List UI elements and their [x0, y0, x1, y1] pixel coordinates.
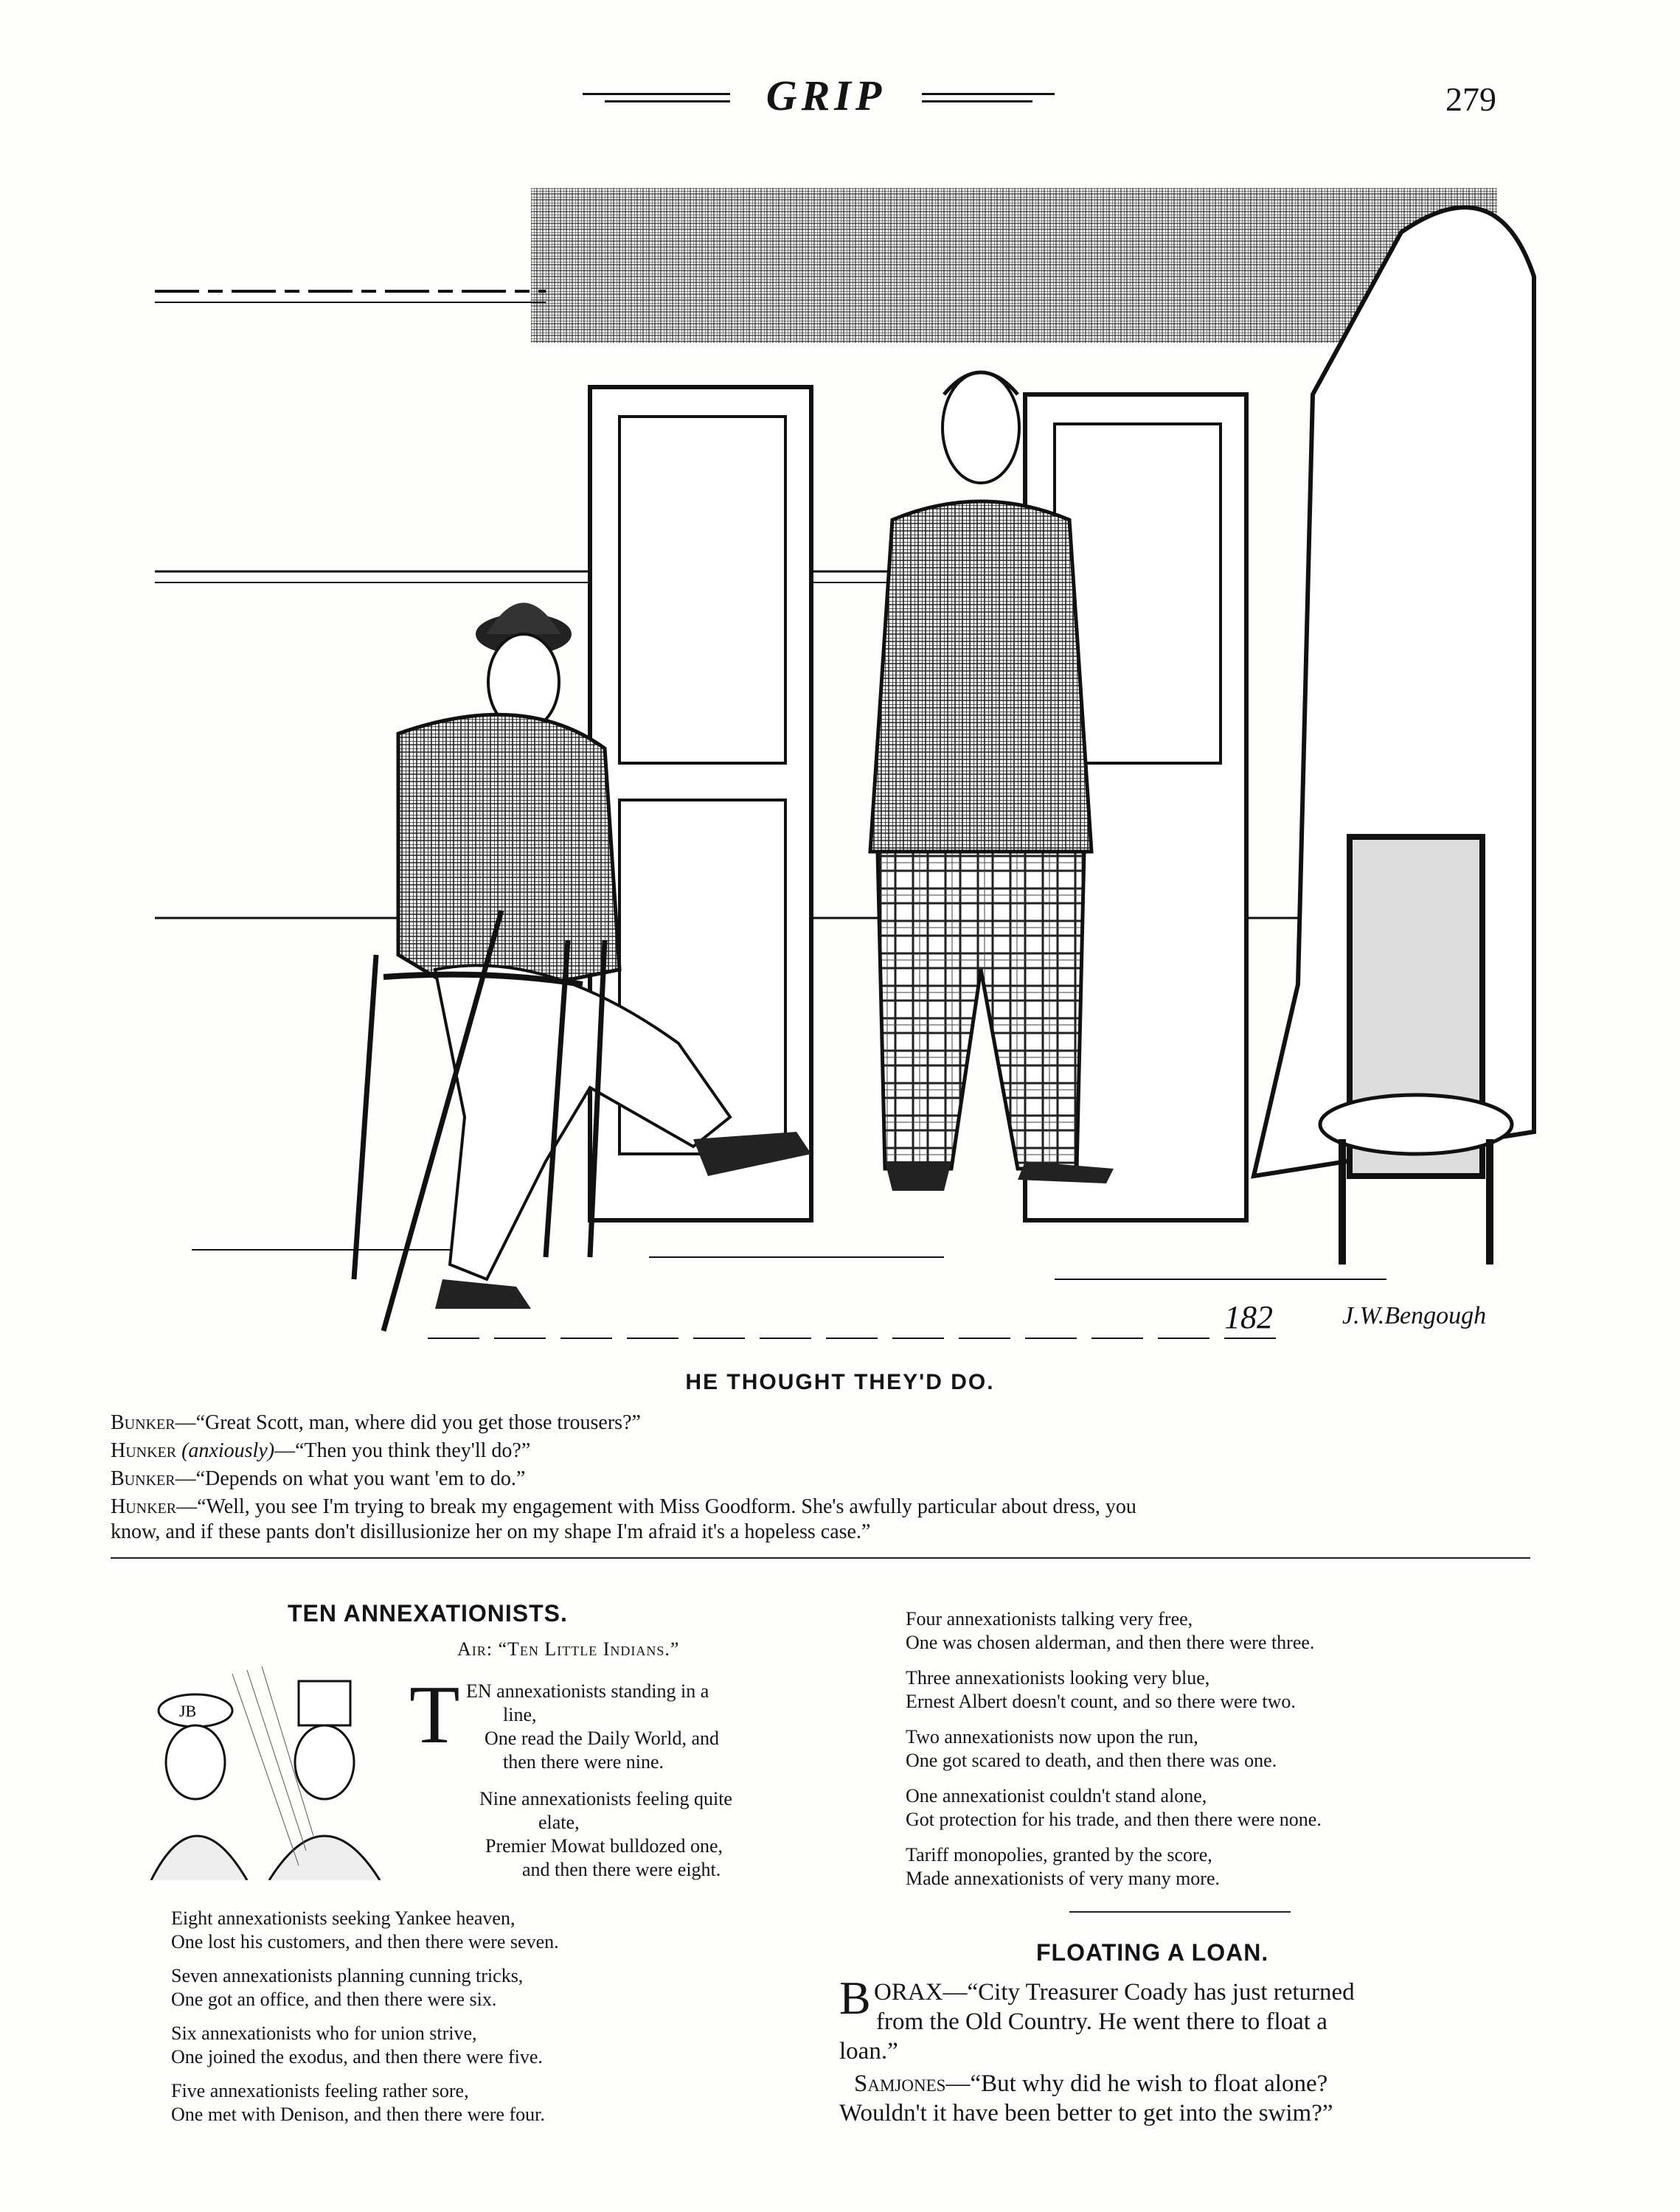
loan-borax-line-1	[874, 1978, 1523, 2007]
svg-text:JB: JB	[179, 1702, 197, 1720]
plate-number: 182	[1224, 1299, 1273, 1335]
poem-line: Premier Mowat bulldozed one,	[485, 1835, 723, 1857]
artist-signature: J.W.Bengough	[1342, 1302, 1487, 1329]
poem-stanza-6	[171, 2079, 835, 2126]
loan-borax-line-2: from the Old Country. He went there to float a	[876, 2008, 1327, 2035]
poem-line: One read the Daily World, and	[485, 1728, 719, 1749]
poem-line: Nine annexationists feeling quite	[479, 1788, 732, 1809]
loan-text: “But why did he wish to float alone?	[970, 2070, 1328, 2097]
poem-line: Six annexationists who for union strive,	[171, 2023, 477, 2044]
masthead-rule-right-2	[922, 100, 1032, 102]
poem-line: Five annexationists feeling rather sore,	[171, 2080, 469, 2101]
poem-line: line,	[503, 1704, 537, 1725]
loan-text: “City Treasurer Coady has just returned	[967, 1979, 1355, 2006]
poem-line: then there were nine.	[503, 1751, 664, 1773]
dialog-text: “Depends on what you want 'em to do.”	[195, 1467, 526, 1490]
dialog-line-4-continuation: know, and if these pants don't disillusionize her on my shape I'm afraid it's a hopeless case.”	[111, 1520, 871, 1543]
cartoon-title: HE THOUGHT THEY'D DO.	[685, 1370, 995, 1394]
poem-stanza-5	[171, 2022, 835, 2069]
page-number: 279	[1445, 80, 1496, 118]
dialog-text: —“Then you think they'll do?”	[274, 1439, 531, 1462]
annexationists-vignette-drawing	[122, 1659, 417, 1880]
poem-stanza-10	[906, 1784, 1510, 1832]
poem-line: One joined the exodus, and then there were five.	[171, 2046, 543, 2067]
section-divider	[111, 1557, 1530, 1559]
dialog-text: “Great Scott, man, where did you get those trousers?”	[195, 1411, 641, 1434]
poem-line: EN annexationists standing in a	[466, 1680, 709, 1702]
poem-line: One lost his customers, and then there were seven.	[171, 1931, 559, 1952]
poem-line: One got an office, and then there were six.	[171, 1989, 497, 2010]
poem-line: Made annexationists of very many more.	[906, 1868, 1220, 1889]
poem-line: elate,	[538, 1812, 580, 1833]
poem-line: and then there were eight.	[522, 1859, 721, 1880]
poem-stanza-8	[906, 1666, 1510, 1714]
poem-line: Eight annexationists seeking Yankee heaven,	[171, 1907, 516, 1929]
poem-line: One met with Denison, and then there were four.	[171, 2104, 545, 2125]
poem-title: TEN ANNEXATIONISTS.	[288, 1600, 568, 1627]
poem-vignette	[122, 1659, 417, 1880]
dialog-aside: (anxiously)	[181, 1439, 275, 1462]
loan-title: FLOATING A LOAN.	[1036, 1939, 1269, 1966]
poem-stanza-9	[906, 1725, 1510, 1773]
masthead-rule-left	[583, 93, 730, 95]
poem-stanza-1	[466, 1680, 805, 1774]
dialog-line-3	[111, 1466, 1527, 1492]
loan-samjones-line-1	[854, 2069, 1518, 2098]
poem-stanza-3	[171, 1907, 835, 1954]
loan-speaker: ORAX—	[874, 1979, 968, 2006]
masthead-title: GRIP	[766, 72, 886, 119]
poem-air: Air: “Ten Little Indians.”	[457, 1638, 680, 1660]
poem-line: Four annexationists talking very free,	[906, 1608, 1193, 1630]
dialog-speaker: Hunker	[111, 1439, 177, 1462]
poem-line: Seven annexationists planning cunning tricks,	[171, 1965, 524, 1986]
dialog-line-1	[111, 1410, 1527, 1436]
poem-line: One got scared to death, and then there was one.	[906, 1750, 1277, 1771]
poem-line: Tariff monopolies, granted by the score,	[906, 1844, 1212, 1865]
dialog-speaker: Hunker—	[111, 1495, 198, 1518]
poem-line: Three annexationists looking very blue,	[906, 1667, 1210, 1688]
cartoon-drawing	[133, 173, 1549, 1346]
poem-stanza-2	[479, 1787, 819, 1882]
poem-dropcap: T	[409, 1669, 460, 1761]
poem-stanza-4	[171, 1964, 835, 2011]
dialog-speaker: Bunker—	[111, 1467, 196, 1490]
loan-speaker: Samjones—	[854, 2070, 971, 2097]
masthead-rule-left-2	[605, 100, 730, 102]
cartoon-illustration	[133, 173, 1549, 1346]
poem-stanza-11	[906, 1843, 1510, 1891]
loan-borax-line-3: loan.”	[839, 2038, 898, 2065]
poem-line: One was chosen alderman, and then there were three.	[906, 1632, 1315, 1653]
loan-divider	[1069, 1911, 1291, 1913]
dialog-text: “Well, you see I'm trying to break my engagement with Miss Goodform. She's awfully particular about dress, you	[197, 1495, 1136, 1518]
masthead	[0, 71, 1680, 130]
masthead-rule-right	[922, 93, 1055, 95]
dialog-line-4	[111, 1494, 1527, 1520]
poem-line: One annexationist couldn't stand alone,	[906, 1785, 1207, 1806]
poem-line: Ernest Albert doesn't count, and so there were two.	[906, 1691, 1296, 1712]
poem-line: Two annexationists now upon the run,	[906, 1726, 1198, 1747]
poem-stanza-7	[906, 1607, 1510, 1655]
loan-dropcap: B	[839, 1972, 871, 2024]
loan-samjones-line-2: Wouldn't it have been better to get into the swim?”	[839, 2100, 1333, 2126]
poem-line: Got protection for his trade, and then there were none.	[906, 1809, 1322, 1830]
dialog-line-2	[111, 1438, 1527, 1464]
dialog-speaker: Bunker—	[111, 1411, 196, 1434]
